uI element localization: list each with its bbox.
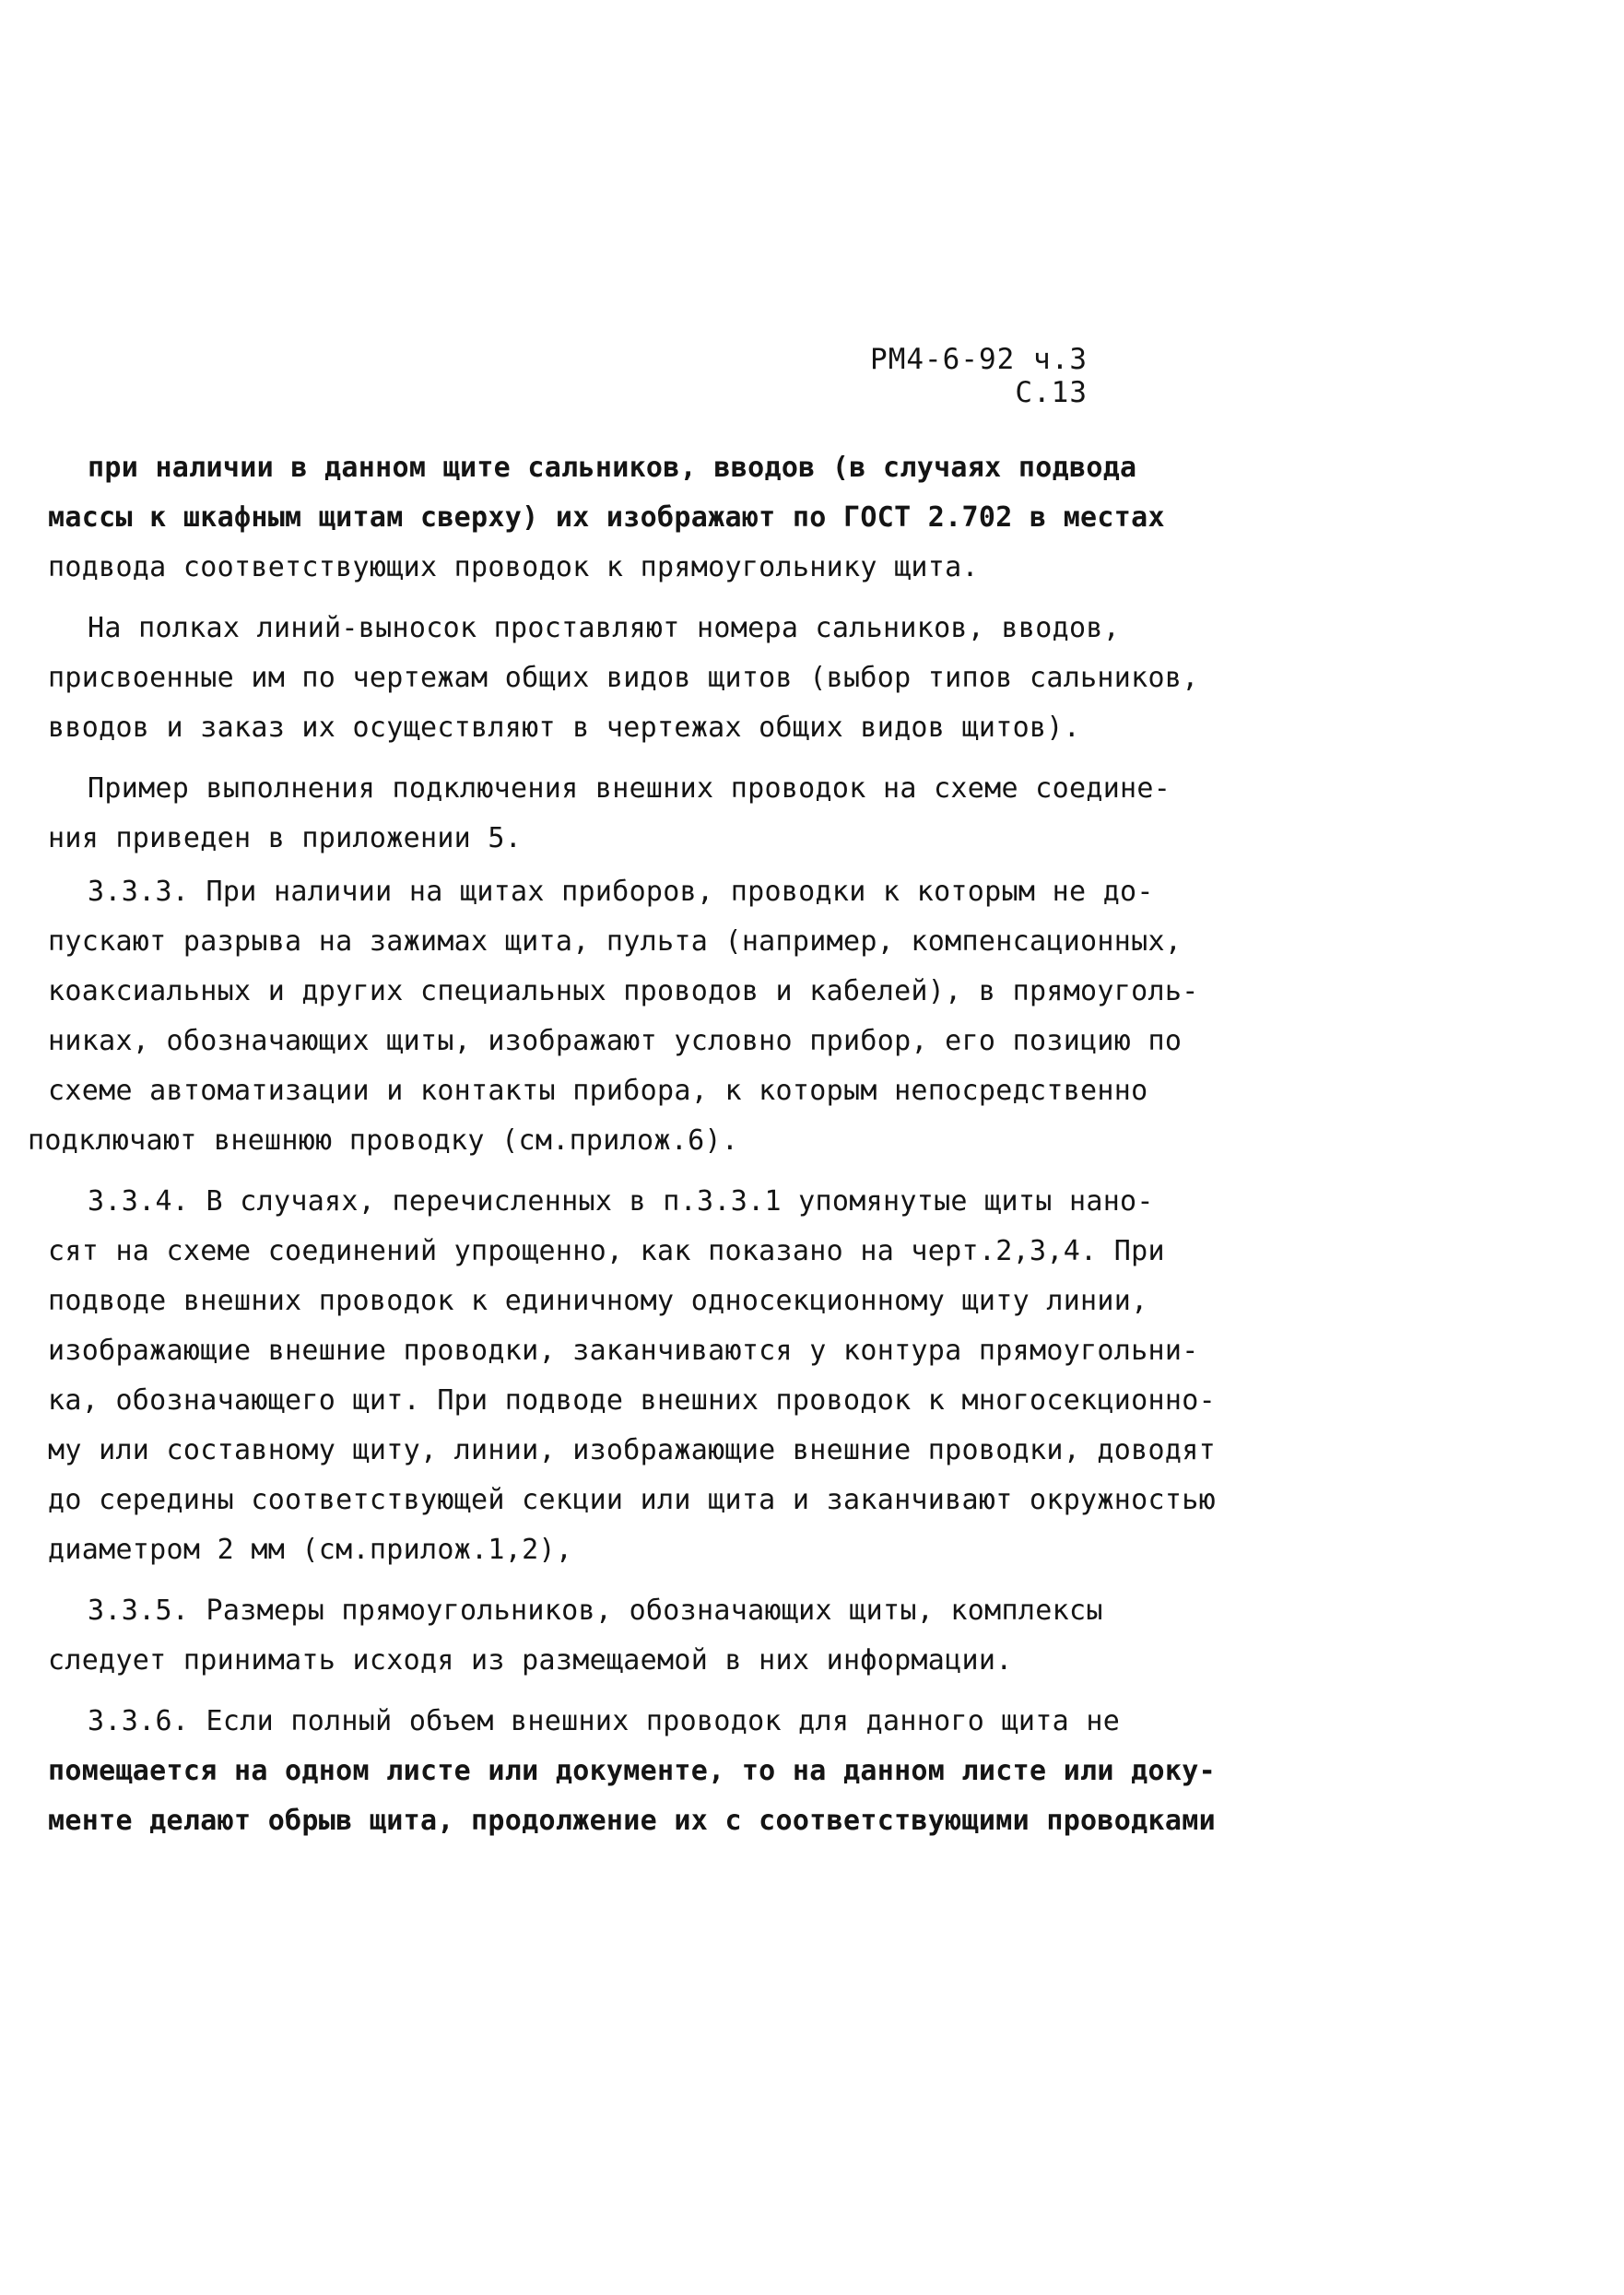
- text-line: схеме автоматизации и контакты прибора, к которым непосредственно: [48, 1075, 1148, 1107]
- text-line: изображающие внешние проводки, заканчиваются у контура прямоугольни-: [48, 1335, 1199, 1367]
- text-line: менте делают обрыв щита, продолжение их с соответствующими проводками: [48, 1805, 1216, 1837]
- text-line: массы к шкафным щитам сверху) их изображают по ГОСТ 2.702 в местах: [48, 501, 1165, 534]
- text-line: следует принимать исходя из размещаемой в них информации.: [48, 1644, 1013, 1677]
- text-line: ния приведен в приложении 5.: [48, 822, 523, 854]
- text-line: подвода соответствующих проводок к прямоугольнику щита.: [48, 551, 979, 583]
- text-line: 3.3.5. Размеры прямоугольников, обозначающих щиты, комплексы: [88, 1595, 1103, 1627]
- text-line: помещается на одном листе или документе, то на данном листе или доку-: [48, 1755, 1216, 1787]
- text-line: коаксиальных и других специальных проводов и кабелей), в прямоуголь-: [48, 975, 1199, 1007]
- text-line: при наличии в данном щите сальников, вводов (в случаях подвода: [88, 452, 1137, 484]
- text-line: ка, обозначающего щит. При подводе внешних проводок к многосекционно-: [48, 1384, 1216, 1417]
- text-line: На полках линий-выносок проставляют номера сальников, вводов,: [88, 612, 1121, 644]
- text-line: 3.3.4. В случаях, перечисленных в п.3.3.1 упомянутые щиты нано-: [88, 1185, 1154, 1218]
- text-line: подводе внешних проводок к единичному односекционному щиту линии,: [48, 1285, 1148, 1317]
- text-line: вводов и заказ их осуществляют в чертежах общих видов щитов).: [48, 712, 1081, 744]
- text-line: присвоенные им по чертежам общих видов щитов (выбор типов сальников,: [48, 662, 1199, 694]
- text-line: пускают разрыва на зажимах щита, пульта (например, компенсационных,: [48, 925, 1183, 958]
- text-line: Пример выполнения подключения внешних проводок на схеме соедине-: [88, 772, 1171, 805]
- text-line: подключают внешнюю проводку (см.прилож.6).: [28, 1124, 739, 1157]
- text-line: 3.3.3. При наличии на щитах приборов, проводки к которым не до-: [88, 876, 1154, 908]
- text-line: 3.3.6. Если полный объем внешних проводок для данного щита не: [88, 1705, 1121, 1737]
- text-line: сят на схеме соединений упрощенно, как показано на черт.2,3,4. При: [48, 1235, 1165, 1267]
- text-line: диаметром 2 мм (см.прилож.1,2),: [48, 1534, 573, 1566]
- text-line: му или составному щиту, линии, изображающие внешние проводки, доводят: [48, 1434, 1216, 1466]
- page-header: РМ4-6-92 ч.3 С.13: [870, 343, 1088, 409]
- text-line: до середины соответствующей секции или щита и заканчивают окружностью: [48, 1484, 1216, 1516]
- text-line: никах, обозначающих щиты, изображают условно прибор, его позицию по: [48, 1025, 1183, 1057]
